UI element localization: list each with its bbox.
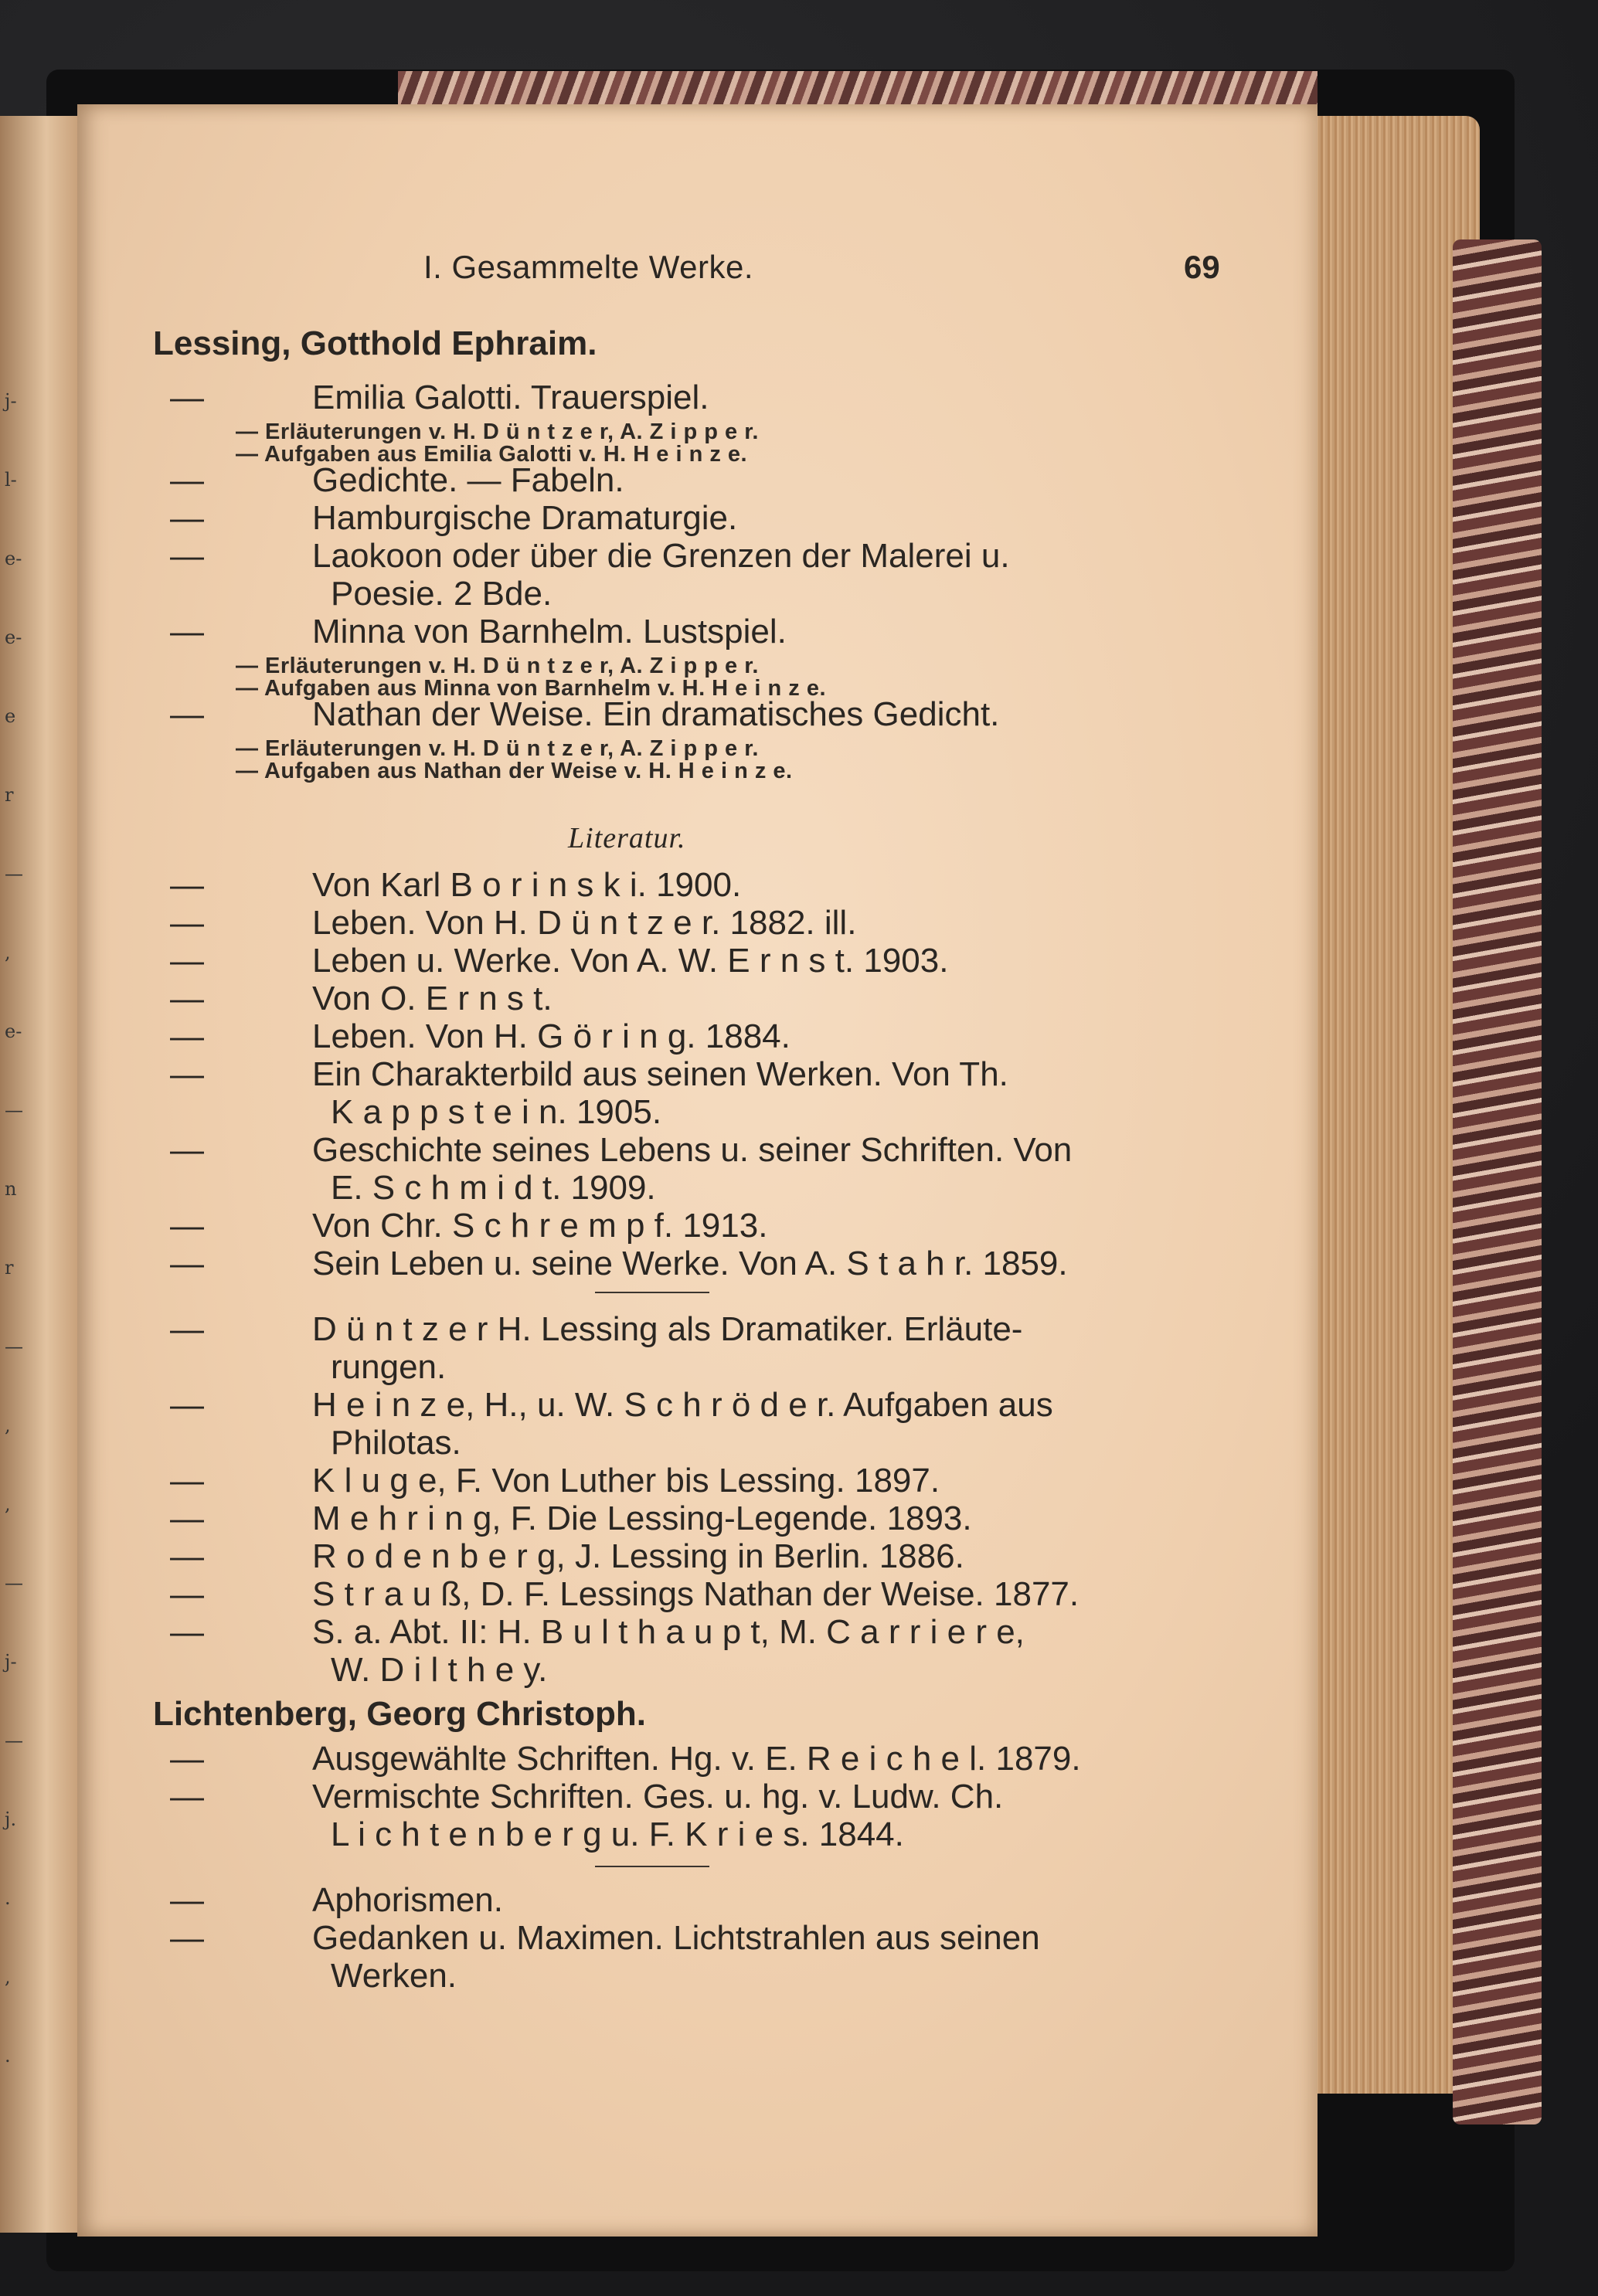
marbled-fore-edge [1453,239,1542,2124]
entry [170,1500,1221,1537]
divider-rule [595,1292,709,1293]
entry-continuation: K a p p s t e i n. 1905. [331,1093,662,1131]
entry-text: Leben u. Werke. Von A. W. E r n s t. 1903. [312,942,949,980]
entry-continuation: E. S c h m i d t. 1909. [331,1169,656,1207]
left-margin-fragment: j. [5,1809,17,1830]
entry-continuation: rungen. [331,1348,447,1386]
entry-text: D ü n t z e r H. Lessing als Dramatiker. Erläute- [312,1310,1023,1348]
entry-text: Geschichte seines Lebens u. seiner Schriften. Von [312,1131,1073,1169]
left-margin-fragment: e- [5,627,22,648]
entry [170,1462,1221,1500]
entry-text: S t r a u ß, D. F. Lessings Nathan der Weise. 1877. [312,1575,1080,1613]
entry-dash: — [170,1537,204,1575]
entry-text: Von Karl B o r i n s k i. 1900. [312,866,742,904]
entry [170,866,1221,904]
entry-text: Leben. Von H. G ö r i n g. 1884. [312,1017,790,1055]
entry-dash: — [170,1500,204,1537]
entry [170,1055,1221,1131]
left-margin-fragment: , [5,1493,11,1515]
entry-text: Leben. Von H. D ü n t z e r. 1882. ill. [312,904,857,942]
entry-dash: — [170,904,204,942]
left-margin-fragment: — [5,1099,23,1121]
entry [170,1207,1221,1245]
entry-dash: — [170,1919,204,1957]
author-heading: Lichtenberg, Georg Christoph. [153,1695,647,1733]
entry-continuation: L i c h t e n b e r g u. F. K r i e s. 1844. [331,1815,904,1853]
entry-dash: — [170,537,204,575]
entry [170,1778,1221,1853]
sub-entry: — Erläuterungen v. H. D ü n t z e r, A. Z i p p e r. [236,736,759,761]
entry [170,1131,1221,1207]
left-margin-fragment: , [5,1415,11,1436]
entry-text: Emilia Galotti. Trauerspiel. [312,379,709,416]
entry [170,1537,1221,1575]
entry-dash: — [170,1245,204,1282]
entry-dash: — [170,1778,204,1815]
page-text [77,0,1318,2132]
left-margin-fragment: l- [5,469,17,491]
entry-text: Hamburgische Dramaturgie. [312,499,738,537]
entry-dash: — [170,1740,204,1778]
left-margin-fragment: j- [5,1651,17,1673]
entry-dash: — [170,461,204,499]
entry-text: K l u g e, F. Von Luther bis Lessing. 1897. [312,1462,940,1500]
left-margin-fragment: , [5,942,11,963]
entry [170,1245,1221,1282]
entry-dash: — [170,980,204,1017]
entry-text: Minna von Barnhelm. Lustspiel. [312,613,787,650]
entry [170,499,1221,537]
entry-dash: — [170,1462,204,1500]
entry-text: Laokoon oder über die Grenzen der Malerei u. [312,537,1010,575]
entry-text: Ein Charakterbild aus seinen Werken. Von Th. [312,1055,1008,1093]
entry-dash: — [170,613,204,650]
entry-text: H e i n z e, H., u. W. S c h r ö d e r. Aufgaben aus [312,1386,1053,1424]
left-margin-fragment: — [5,1336,23,1357]
entry-text: Nathan der Weise. Ein dramatisches Gedicht. [312,695,1000,733]
entry-continuation: W. D i l t h e y. [331,1651,548,1689]
section-heading: Literatur. [568,822,686,854]
left-margin-fragment: . [5,2045,11,2067]
entry [170,1386,1221,1462]
author-heading: Lessing, Gotthold Ephraim. [153,324,597,362]
entry [170,980,1221,1017]
entry [170,379,1221,416]
entry [170,1017,1221,1055]
entry-continuation: Poesie. 2 Bde. [331,575,552,613]
entry-continuation: Philotas. [331,1424,461,1462]
entry [170,1613,1221,1689]
entry-text: Von Chr. S c h r e m p f. 1913. [312,1207,768,1245]
entry-text: S. a. Abt. II: H. B u l t h a u p t, M. C a r r i e r e, [312,1613,1025,1651]
entry [170,1881,1221,1919]
entry-text: Gedichte. — Fabeln. [312,461,624,499]
entry [170,537,1221,613]
entry-dash: — [170,1207,204,1245]
entry-dash: — [170,1131,204,1169]
entry-text: Ausgewählte Schriften. Hg. v. E. R e i c h e l. 1879. [312,1740,1081,1778]
left-margin-fragment: n [5,1178,17,1200]
entry-dash: — [170,1881,204,1919]
entry-text: Von O. E r n s t. [312,980,552,1017]
entry [170,1310,1221,1386]
left-margin-fragment: . [5,1887,11,1909]
entry-dash: — [170,499,204,537]
entry-continuation: Werken. [331,1957,457,1995]
entry-dash: — [170,942,204,980]
left-margin-fragment: e [5,705,16,727]
entry-text: Sein Leben u. seine Werke. Von A. S t a h r. 1859. [312,1245,1068,1282]
sub-entry: — Aufgaben aus Nathan der Weise v. H. H e i n z e. [236,759,793,783]
sub-entry: — Aufgaben aus Emilia Galotti v. H. H e i n z e. [236,442,748,467]
sub-entry: — Aufgaben aus Minna von Barnhelm v. H. H e i n z e. [236,676,826,701]
entry-dash: — [170,1386,204,1424]
entry-dash: — [170,695,204,733]
entry [170,1575,1221,1613]
sub-entry: — Erläuterungen v. H. D ü n t z e r, A. Z i p p e r. [236,419,759,444]
running-header: I. Gesammelte Werke. [423,249,754,285]
entry [170,461,1221,499]
entry-dash: — [170,1055,204,1093]
left-margin-fragment: r [5,784,14,806]
entry [170,942,1221,980]
entry-dash: — [170,1575,204,1613]
entry-dash: — [170,866,204,904]
entry [170,1919,1221,1995]
entry-text: Vermischte Schriften. Ges. u. hg. v. Ludw. Ch. [312,1778,1004,1815]
sub-entry: — Erläuterungen v. H. D ü n t z e r, A. Z i p p e r. [236,654,759,678]
entry-text: M e h r i n g, F. Die Lessing-Legende. 1893. [312,1500,972,1537]
left-margin-fragment: — [5,1572,23,1594]
left-page-fragments [0,0,31,2296]
left-margin-fragment: , [5,1966,11,1988]
page-number: 69 [1184,249,1220,285]
entry-dash: — [170,379,204,416]
entry [170,1740,1221,1778]
entry-text: Gedanken u. Maximen. Lichtstrahlen aus seinen [312,1919,1040,1957]
left-margin-fragment: j- [5,390,17,412]
left-margin-fragment: e- [5,1021,22,1042]
entry [170,613,1221,650]
left-margin-fragment: — [5,1730,23,1751]
entry-dash: — [170,1310,204,1348]
entry-text: Aphorismen. [312,1881,504,1919]
entry [170,904,1221,942]
entry-dash: — [170,1017,204,1055]
entry-text: R o d e n b e r g, J. Lessing in Berlin. 1886. [312,1537,964,1575]
entry [170,695,1221,733]
entry-dash: — [170,1613,204,1651]
left-margin-fragment: e- [5,548,22,569]
left-margin-fragment: — [5,863,23,885]
divider-rule [595,1866,709,1867]
left-margin-fragment: r [5,1257,14,1279]
